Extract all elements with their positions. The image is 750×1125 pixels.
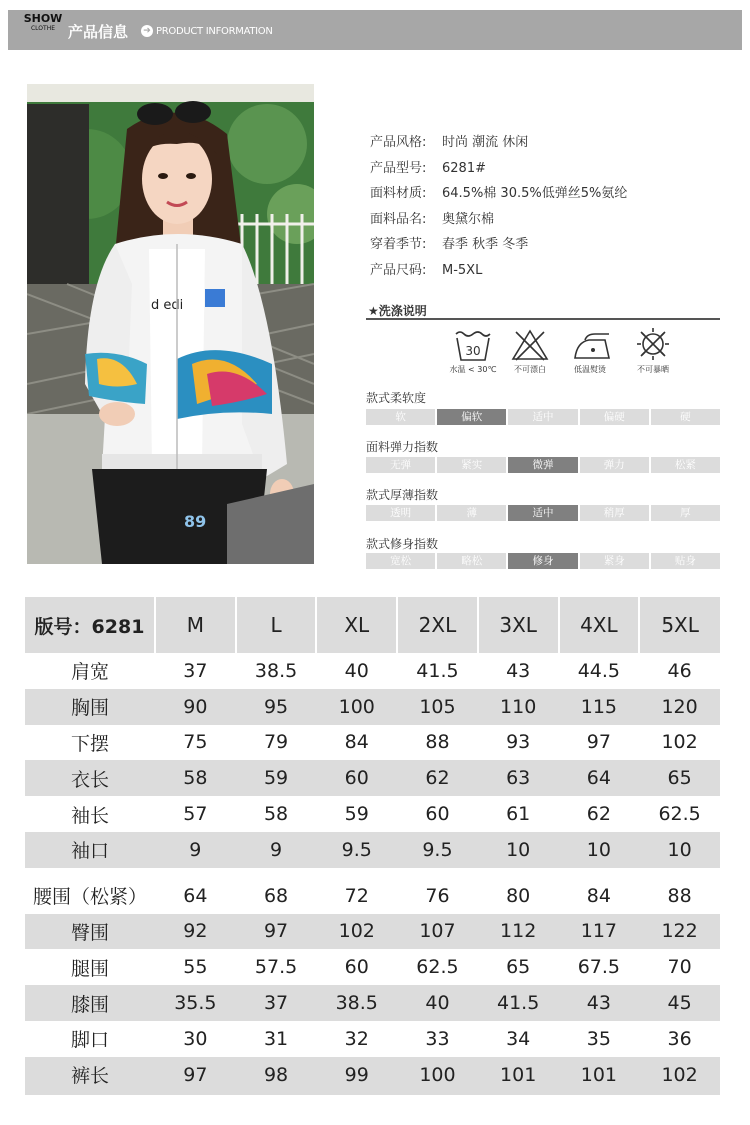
table-cell: 92	[155, 914, 236, 950]
table-cell: 59	[236, 760, 317, 796]
table-cell: 110	[478, 689, 559, 725]
table-row	[25, 796, 720, 832]
table-cell: 9	[155, 832, 236, 873]
table-header-row	[25, 597, 720, 653]
table-cell: 10	[478, 832, 559, 873]
table-header-cell: 版号：6281	[25, 597, 155, 653]
table-row	[25, 1021, 720, 1057]
info-row-material: 面料材质: 64.5%棉 30.5%低弹丝5%氨纶	[370, 186, 628, 201]
table-header-cell: XL	[316, 597, 397, 653]
table-cell: 43	[506, 659, 531, 682]
softness-title: 款式柔软度	[366, 391, 427, 405]
table-cell: 36	[667, 1027, 692, 1050]
info-row-fabric: 面料品名: 奥黛尔棉	[370, 211, 495, 227]
table-cell: 58	[155, 760, 236, 796]
table-cell: 55	[183, 956, 208, 979]
table-cell: 101	[559, 1057, 640, 1094]
wash-30-icon: 30 水温 < 30℃	[443, 328, 503, 375]
table-cell: 105	[397, 689, 478, 725]
table-cell: 122	[639, 914, 720, 950]
scale-option: 薄	[437, 505, 506, 521]
table-cell: 100	[397, 1057, 478, 1094]
table-cell: 102	[316, 914, 397, 950]
scale-option: 略松	[437, 553, 506, 569]
table-cell: 102	[639, 1057, 720, 1094]
table-cell: 60	[425, 803, 450, 826]
table-cell: 40	[344, 659, 369, 682]
table-cell: 38.5	[254, 659, 298, 682]
table-cell: 88	[639, 873, 720, 914]
row-label: 膝围	[25, 985, 155, 1021]
scale-option: 修身	[508, 553, 577, 569]
table-cell: 45	[639, 985, 720, 1021]
model-photo	[27, 84, 314, 564]
scale-option: 稍厚	[580, 505, 649, 521]
table-cell: 61	[506, 803, 531, 826]
table-cell: 80	[478, 873, 559, 914]
scale-option: 宽松	[366, 553, 435, 569]
table-cell: 98	[236, 1057, 317, 1094]
table-cell: 115	[559, 689, 640, 725]
scale-option: 松紧	[651, 457, 720, 473]
scale-option: 适中	[508, 505, 577, 521]
table-cell: 101	[478, 1057, 559, 1094]
row-label: 袖长	[70, 804, 109, 827]
table-cell: 30	[183, 1027, 208, 1050]
table-row	[25, 873, 720, 914]
info-row-style: 产品风格: 时尚 潮流 休闲	[370, 135, 529, 150]
table-cell: 64	[155, 873, 236, 914]
table-cell: 31	[263, 1027, 289, 1050]
scale-option: 偏软	[437, 409, 506, 425]
row-label: 脚口	[70, 1029, 109, 1052]
table-row	[25, 949, 720, 985]
table-row	[25, 985, 720, 1021]
table-cell: 62	[397, 760, 478, 796]
row-label: 臀围	[25, 914, 155, 950]
scale-option: 微弹	[508, 457, 577, 473]
table-cell: 63	[478, 760, 559, 796]
softness-scale	[366, 409, 720, 425]
table-header-cell: M	[155, 597, 236, 653]
table-cell: 99	[316, 1057, 397, 1094]
svg-text:30: 30	[465, 344, 481, 358]
table-row	[25, 760, 720, 796]
row-label: 下摆	[70, 732, 109, 755]
table-cell: 32	[344, 1027, 369, 1050]
brand-logo	[22, 12, 64, 33]
scale-option: 偏硬	[580, 409, 649, 425]
table-cell: 40	[397, 985, 478, 1021]
table-row	[25, 914, 720, 950]
row-label: 腰围（松紧）	[25, 873, 155, 914]
table-cell: 70	[667, 956, 692, 979]
fit-scale	[366, 553, 720, 569]
section-title: 产品信息	[68, 23, 129, 41]
table-cell: 41.5	[416, 659, 459, 682]
pants-print-text: 89	[184, 512, 207, 531]
table-cell: 64	[559, 760, 640, 796]
table-cell: 43	[559, 985, 640, 1021]
table-cell: 95	[236, 689, 317, 725]
table-cell: 107	[397, 914, 478, 950]
table-cell: 67.5	[577, 956, 621, 979]
elasticity-scale	[366, 457, 720, 473]
table-cell: 58	[263, 803, 289, 826]
shirt-print-text: d edi	[151, 298, 184, 313]
table-cell: 102	[661, 731, 698, 754]
scale-option: 紧身	[580, 553, 649, 569]
table-cell: 88	[425, 731, 450, 754]
table-cell: 46	[667, 659, 692, 682]
header-banner	[8, 10, 742, 50]
thickness-title: 款式厚薄指数	[366, 488, 439, 502]
table-row	[25, 653, 720, 689]
table-cell: 65	[639, 760, 720, 796]
table-cell: 97	[155, 1057, 236, 1094]
row-label: 裤长	[25, 1057, 155, 1094]
row-label: 腿围	[70, 957, 109, 980]
product-info	[370, 131, 627, 284]
table-cell: 10	[639, 832, 720, 873]
table-cell: 97	[236, 914, 317, 950]
table-cell: 93	[506, 731, 531, 754]
scale-option: 紧实	[437, 457, 506, 473]
scale-option: 厚	[651, 505, 720, 521]
row-label: 胸围	[25, 689, 155, 725]
scale-option: 贴身	[651, 553, 720, 569]
thickness-scale	[366, 505, 720, 521]
table-cell: 62.5	[416, 956, 459, 979]
table-header-cell: L	[236, 597, 317, 653]
table-cell: 9.5	[316, 832, 397, 873]
table-cell: 37	[236, 985, 317, 1021]
table-cell: 75	[183, 731, 208, 754]
elasticity-title: 面料弹力指数	[366, 440, 439, 454]
table-cell: 72	[316, 873, 397, 914]
no-bleach-icon: 不可漂白	[500, 328, 560, 375]
info-row-size: 产品尺码: M-5XL	[370, 262, 483, 278]
table-cell: 112	[478, 914, 559, 950]
table-cell: 38.5	[316, 985, 397, 1021]
size-table	[25, 597, 720, 1095]
table-cell: 44.5	[577, 659, 621, 682]
table-cell: 9.5	[397, 832, 478, 873]
table-row	[25, 725, 720, 761]
table-cell: 76	[397, 873, 478, 914]
table-cell: 57.5	[254, 956, 298, 979]
table-cell: 33	[425, 1027, 450, 1050]
no-sun-dry-icon: 不可暴晒	[623, 326, 683, 375]
row-label: 袖口	[25, 832, 155, 873]
scale-option: 软	[366, 409, 435, 425]
table-cell: 57	[183, 803, 208, 826]
scale-option: 适中	[508, 409, 577, 425]
table-cell: 65	[506, 956, 531, 979]
table-cell: 41.5	[478, 985, 559, 1021]
table-cell: 10	[559, 832, 640, 873]
table-row	[25, 1057, 720, 1094]
table-header-cell: 4XL	[559, 597, 640, 653]
table-cell: 100	[316, 689, 397, 725]
row-label: 衣长	[25, 760, 155, 796]
table-cell: 34	[506, 1027, 531, 1050]
table-cell: 59	[344, 803, 369, 826]
scale-option: 硬	[651, 409, 720, 425]
logo-sub-text: CLOTHE	[30, 25, 55, 32]
table-cell: 60	[316, 760, 397, 796]
table-cell: 120	[639, 689, 720, 725]
table-row	[25, 689, 720, 725]
table-cell: 84	[344, 731, 369, 754]
table-row	[25, 832, 720, 873]
scale-option: 无弹	[366, 457, 435, 473]
scale-option: 弹力	[580, 457, 649, 473]
table-cell: 62	[586, 803, 611, 826]
table-cell: 35	[586, 1027, 611, 1050]
table-header-cell: 2XL	[397, 597, 478, 653]
low-iron-icon: 低温熨烫	[560, 328, 620, 375]
info-row-season: 穿着季节: 春季 秋季 冬季	[370, 237, 529, 252]
table-header-cell: 5XL	[639, 597, 720, 653]
table-cell: 60	[344, 956, 369, 979]
section-subtitle: PRODUCT INFORMATION	[156, 26, 273, 37]
fit-title: 款式修身指数	[366, 537, 439, 551]
table-cell: 84	[559, 873, 640, 914]
logo-main-text: SHOW	[23, 12, 63, 25]
table-header-cell: 3XL	[478, 597, 559, 653]
table-cell: 9	[236, 832, 317, 873]
table-cell: 68	[236, 873, 317, 914]
wash-title: ★洗涤说明	[368, 304, 427, 318]
table-cell: 62.5	[658, 803, 701, 826]
table-cell: 35.5	[155, 985, 236, 1021]
table-cell: 37	[183, 659, 208, 682]
divider	[366, 318, 720, 320]
table-cell: 117	[559, 914, 640, 950]
info-row-model: 产品型号: 6281#	[370, 160, 486, 176]
arrow-right-icon: ➔	[141, 25, 153, 37]
table-cell: 97	[586, 731, 611, 754]
table-cell: 90	[155, 689, 236, 725]
row-label: 肩宽	[70, 661, 109, 684]
table-cell: 79	[263, 731, 289, 754]
scale-option: 透明	[366, 505, 435, 521]
